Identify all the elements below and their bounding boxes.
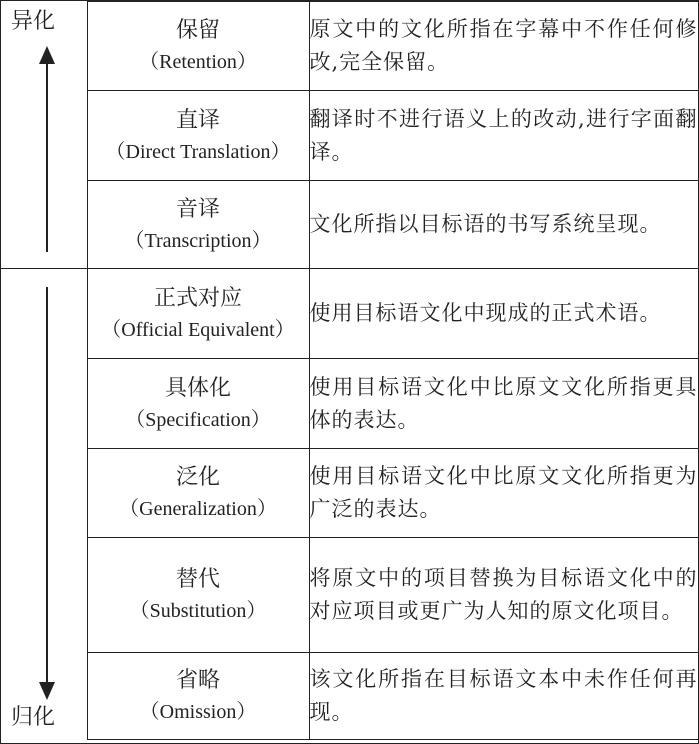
table-row [1,449,698,538]
strategy-description: 该文化所指在目标语文本中未作任何再现。 [309,653,698,740]
strategy-name-en: （Retention） [139,51,257,73]
strategy-description: 翻译时不进行语义上的改动,进行字面翻译。 [309,91,698,181]
table-row [1,269,698,359]
strategy-name-en: （Omission） [139,701,257,723]
domestication-label: 归化 [11,704,56,730]
table-row [1,538,698,653]
strategy-name-zh: 泛化 [175,465,220,490]
strategy-name [87,538,309,653]
arrow-up-line [46,62,48,253]
table-row [1,2,698,91]
strategy-name-zh: 音译 [175,196,220,222]
strategy-description: 文化所指以目标语的书写系统呈现。 [309,181,698,269]
strategy-description: 使用目标语文化中现成的正式术语。 [309,269,698,359]
strategy-name [87,2,309,91]
strategy-name-en: （Substitution） [129,600,267,622]
strategy-name-en: （Specification） [125,408,271,431]
strategy-name [87,269,309,359]
strategy-name [87,181,309,269]
strategy-description: 原文中的文化所指在字幕中不作任何修改,完全保留。 [309,2,698,91]
table-row [1,91,698,181]
strategy-description: 使用目标语文化中比原文文化所指更为广泛的表达。 [309,449,698,538]
strategy-name [87,653,309,740]
table-row [1,359,698,449]
table-row [1,653,698,740]
domestication-axis [1,269,87,740]
strategy-name-zh: 具体化 [164,375,231,401]
table-row [1,181,698,269]
strategy-name-zh: 保留 [175,18,220,43]
strategy-name [87,359,309,449]
strategy-description: 将原文中的项目替换为目标语文化中的对应项目或更广为人知的原文化项目。 [309,538,698,653]
strategy-name [87,449,309,538]
strategy-name-en: （Transcription） [124,229,272,252]
strategy-name-en: （Official Equivalent） [101,318,295,341]
strategy-name-zh: 替代 [175,567,220,592]
strategy-name-zh: 直译 [175,107,220,133]
strategy-name [87,91,309,181]
strategy-name-zh: 正式对应 [153,285,242,311]
strategy-name-en: （Generalization） [119,498,277,520]
foreignization-axis [1,2,87,269]
strategy-name-zh: 省略 [175,668,220,693]
arrow-down-icon [39,682,55,700]
foreignization-label: 异化 [11,8,56,34]
arrow-down-line [46,287,48,684]
strategy-description: 使用目标语文化中比原文文化所指更具体的表达。 [309,359,698,449]
strategy-name-en: （Direct Translation） [105,140,291,163]
translation-strategies-table [1,1,699,740]
